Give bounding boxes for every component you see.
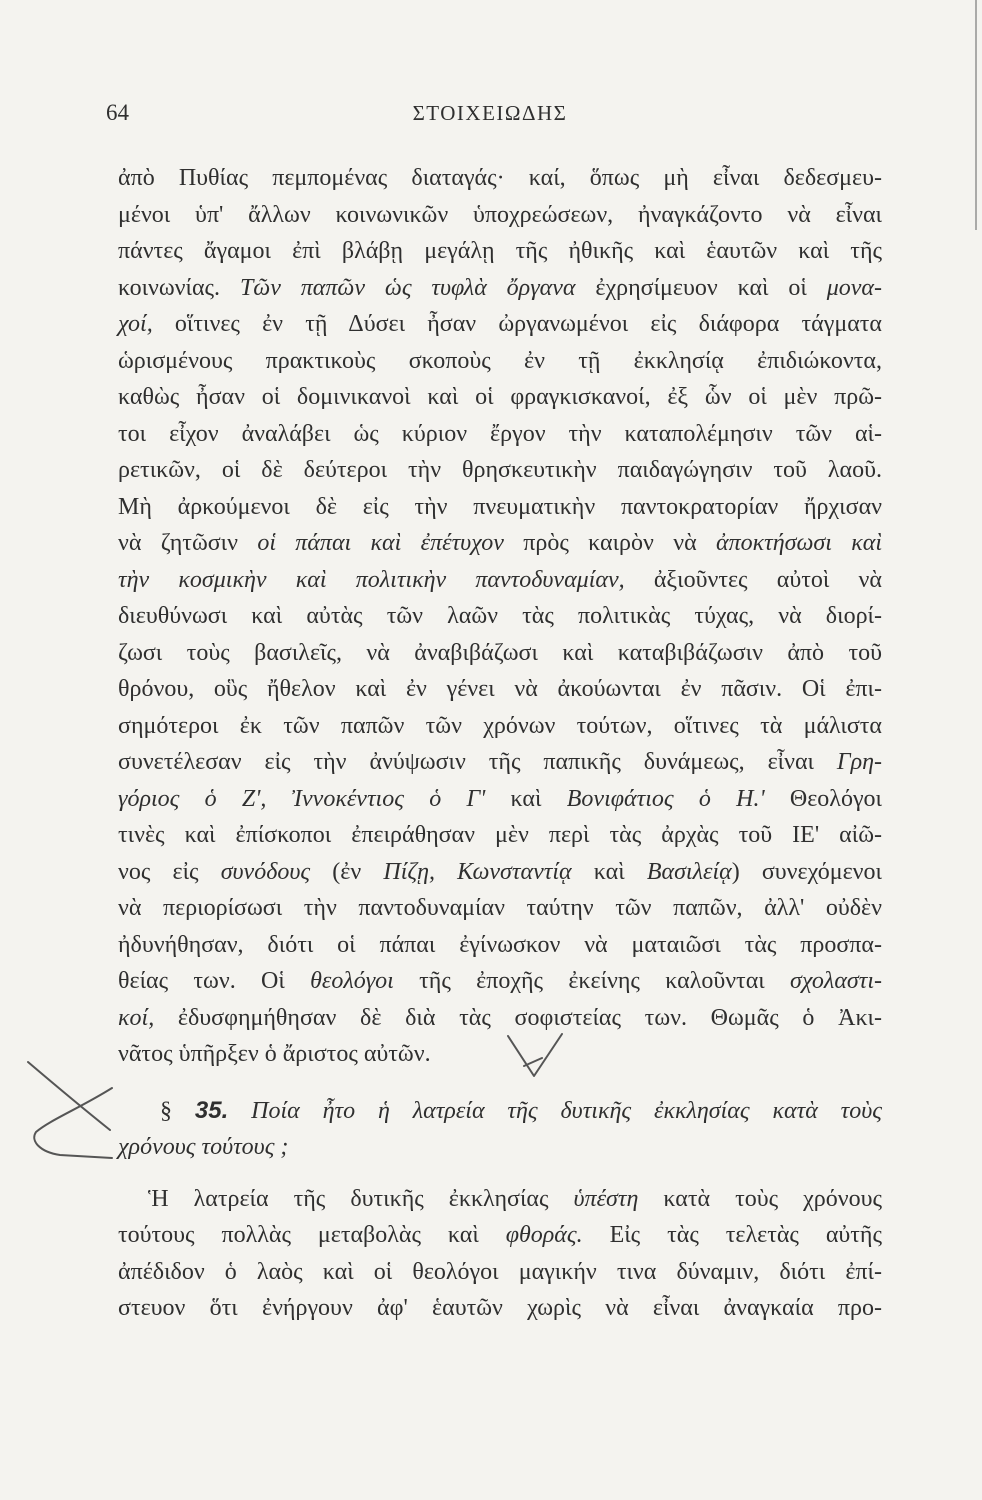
section-heading xyxy=(118,1093,882,1166)
text-run: νος εἰς xyxy=(118,858,221,885)
text-run: Εἰς τὰς τελετὰς αὐτῆς xyxy=(582,1222,882,1248)
text-run: ἀπὸ Πυθίας πεμπομένας διαταγάς· καί, ὅπως μὴ εἶναι δεδεσμευ- xyxy=(118,165,882,191)
text-run: ἐχρησίμευον καὶ οἱ xyxy=(575,274,827,301)
text-run: σημότεροι ἐκ τῶν παπῶν τῶν χρόνων τούτων, οἵτινες τὰ μάλιστα xyxy=(118,712,882,739)
text-line xyxy=(118,1129,882,1166)
text-run: οἵτινες ἐν τῇ Δύσει ἦσαν ὠργανωμένοι εἰς διάφορα τάγματα xyxy=(152,311,882,337)
text-run: θρόνου, οὓς ἤθελον καὶ ἐν γένει νὰ ἀκούωνται ἐν πᾶσιν. Οἱ ἐπι- xyxy=(118,676,882,702)
text-run: πάντες ἄγαμοι ἐπὶ βλάβῃ μεγάλῃ τῆς ἠθικῆς καὶ ἑαυτῶν καὶ τῆς xyxy=(118,238,882,264)
text-run: τοι εἶχον ἀναλάβει ὡς κύριον ἔργον τὴν καταπολέμησιν τῶν αἱ- xyxy=(118,420,882,447)
paragraph-block xyxy=(118,160,882,1073)
text-line xyxy=(118,1093,882,1130)
text-line xyxy=(118,306,882,343)
text-run: νὰ περιορίσωσι τὴν παντοδυναμίαν ταύτην τῶν παπῶν, ἀλλ' οὐδὲν xyxy=(118,895,882,921)
text-run: τινὲς καὶ ἐπίσκοποι ἐπειράθησαν μὲν περὶ τὰς ἀρχὰς τοῦ ΙΕ' αἰῶ- xyxy=(118,822,882,848)
text-line xyxy=(118,671,882,708)
text-line xyxy=(118,525,882,562)
text-line xyxy=(118,1217,882,1254)
text-line xyxy=(118,1036,882,1073)
text-run: § xyxy=(160,1097,195,1124)
text-line xyxy=(118,598,882,635)
text-run: καὶ xyxy=(485,785,567,812)
text-run: ) συνεχόμενοι xyxy=(731,858,882,885)
text-run: Μὴ ἀρκούμενοι δὲ εἰς τὴν πνευματικὴν παντοκρατορίαν ἤρχισαν xyxy=(118,493,882,520)
text-line xyxy=(118,160,882,197)
page-edge-shadow xyxy=(975,0,977,230)
text-run: ρετικῶν, οἱ δὲ δεύτεροι τὴν θρησκευτικὴν παιδαγώγησιν τοῦ λαοῦ. xyxy=(118,457,882,483)
running-title: ΣΤΟΙΧΕΙΩΔΗΣ xyxy=(412,101,568,125)
text-run: Τῶν παπῶν ὡς τυφλὰ ὄργανα xyxy=(239,274,576,301)
text-run: χρόνους τούτους ; xyxy=(118,1134,289,1160)
text-run: θεολόγοι xyxy=(310,968,394,994)
text-run: πρὸς καιρὸν νὰ xyxy=(503,530,716,556)
text-line xyxy=(118,1290,882,1327)
handwritten-x-mark xyxy=(28,1062,112,1158)
text-run: διευθύνωσι καὶ αὐτὰς τῶν λαῶν τὰς πολιτικὰς τύχας, νὰ διορί- xyxy=(118,603,882,629)
text-line xyxy=(118,270,882,307)
text-line xyxy=(118,927,882,964)
text-run: φθοράς. xyxy=(505,1222,583,1248)
text-line xyxy=(118,452,882,489)
text-run: οἱ πάπαι καὶ ἐπέτυχον xyxy=(257,530,504,556)
text-line xyxy=(118,635,882,672)
text-line xyxy=(118,379,882,416)
text-run: κοί, xyxy=(118,1004,155,1031)
text-line xyxy=(118,1181,882,1218)
text-run: νὰ ζητῶσιν xyxy=(118,530,258,556)
text-run: ὡρισμένους πρακτικοὺς σκοποὺς ἐν τῇ ἐκκλησίᾳ ἐπιδιώκοντα, xyxy=(118,347,882,374)
text-line xyxy=(118,963,882,1000)
text-run: ἐδυσφημήθησαν δὲ διὰ τὰς σοφιστείας των. Θωμᾶς ὁ Ἀκι- xyxy=(154,1004,882,1031)
text-line xyxy=(118,744,882,781)
text-line xyxy=(118,1000,882,1037)
text-run: (ἐν xyxy=(310,858,384,885)
text-line xyxy=(118,1254,882,1291)
text-run: ἀξιοῦντες αὐτοὶ νὰ xyxy=(624,566,882,593)
page-number: 64 xyxy=(106,100,129,125)
text-line xyxy=(118,817,882,854)
text-run: 35. xyxy=(194,1096,229,1124)
text-run: κοινωνίας. xyxy=(118,274,240,301)
text-run: ὑπέστη xyxy=(573,1185,639,1212)
text-run: τῆς ἐποχῆς ἐκείνης καλοῦνται xyxy=(393,968,791,994)
text-run: Θεολόγοι xyxy=(764,785,883,812)
text-run: στευον ὅτι ἐνήργουν ἀφ' ἑαυτῶν χωρὶς νὰ εἶναι ἀναγκαία προ- xyxy=(118,1295,882,1321)
text-line xyxy=(118,781,882,818)
text-line xyxy=(118,343,882,380)
text-run: συνετέλεσαν εἰς τὴν ἀνύψωσιν τῆς παπικῆς δυνάμεως, εἶναι xyxy=(118,749,837,775)
text-line xyxy=(118,854,882,891)
text-run: Ἡ λατρεία τῆς δυτικῆς ἐκκλησίας xyxy=(148,1185,574,1212)
text-run: καὶ xyxy=(571,858,647,885)
paragraph-block xyxy=(118,1181,882,1327)
text-run: συνόδους xyxy=(220,858,311,885)
text-run: νᾶτος ὑπῆρξεν ὁ ἄριστος αὐτῶν. xyxy=(118,1041,431,1067)
text-run: γόριος ὁ Ζ', Ἰννοκέντιος ὁ Γ' xyxy=(118,785,486,812)
text-run: ἀποκτήσωσι καὶ xyxy=(715,530,882,556)
text-run: ἠδυνήθησαν, διότι οἱ πάπαι ἐγίνωσκον νὰ ματαιῶσι τὰς προσπα- xyxy=(118,931,882,958)
text-run: κατὰ τοὺς χρόνους xyxy=(638,1185,882,1212)
text-run: μένοι ὑπ' ἄλλων κοινωνικῶν ὑποχρεώσεων, ἠναγκάζοντο νὰ εἶναι xyxy=(118,201,882,228)
text-run: ζωσι τοὺς βασιλεῖς, νὰ ἀναβιβάζωσι καὶ καταβιβάζωσιν ἀπὸ τοῦ xyxy=(118,639,882,666)
text-run: Βονιφάτιος ὁ Η.' xyxy=(566,785,765,812)
text-run: ἀπέδιδον ὁ λαὸς καὶ οἱ θεολόγοι μαγικήν τινα δύναμιν, διότι ἐπί- xyxy=(118,1258,882,1285)
text-run: σχολαστι- xyxy=(790,968,882,994)
text-line xyxy=(118,708,882,745)
text-line xyxy=(118,416,882,453)
text-line xyxy=(118,890,882,927)
text-run: Ποία ἦτο ἡ λατρεία τῆς δυτικῆς ἐκκλησίας κατὰ τοὺς xyxy=(228,1097,883,1124)
text-run: μονα- xyxy=(826,274,882,301)
text-line xyxy=(118,197,882,234)
text-run: καθὼς ἦσαν οἱ δομινικανοὶ καὶ οἱ φραγκισκανοί, ἐξ ὧν οἱ μὲν πρῶ- xyxy=(118,384,882,410)
text-run: Γρη- xyxy=(836,749,882,775)
text-line xyxy=(118,489,882,526)
text-run: Βασιλείᾳ xyxy=(646,858,732,885)
body-text xyxy=(118,160,882,1327)
text-run: χοί, xyxy=(118,311,153,337)
text-run: Πίζῃ, Κωνσταντίᾳ xyxy=(383,858,572,885)
text-run: τούτους πολλὰς μεταβολὰς καὶ xyxy=(118,1222,506,1248)
text-line xyxy=(118,562,882,599)
text-run: θείας των. Οἱ xyxy=(118,968,311,994)
text-run: τὴν κοσμικὴν καὶ πολιτικὴν παντοδυναμίαν, xyxy=(118,566,625,593)
text-line xyxy=(118,233,882,270)
